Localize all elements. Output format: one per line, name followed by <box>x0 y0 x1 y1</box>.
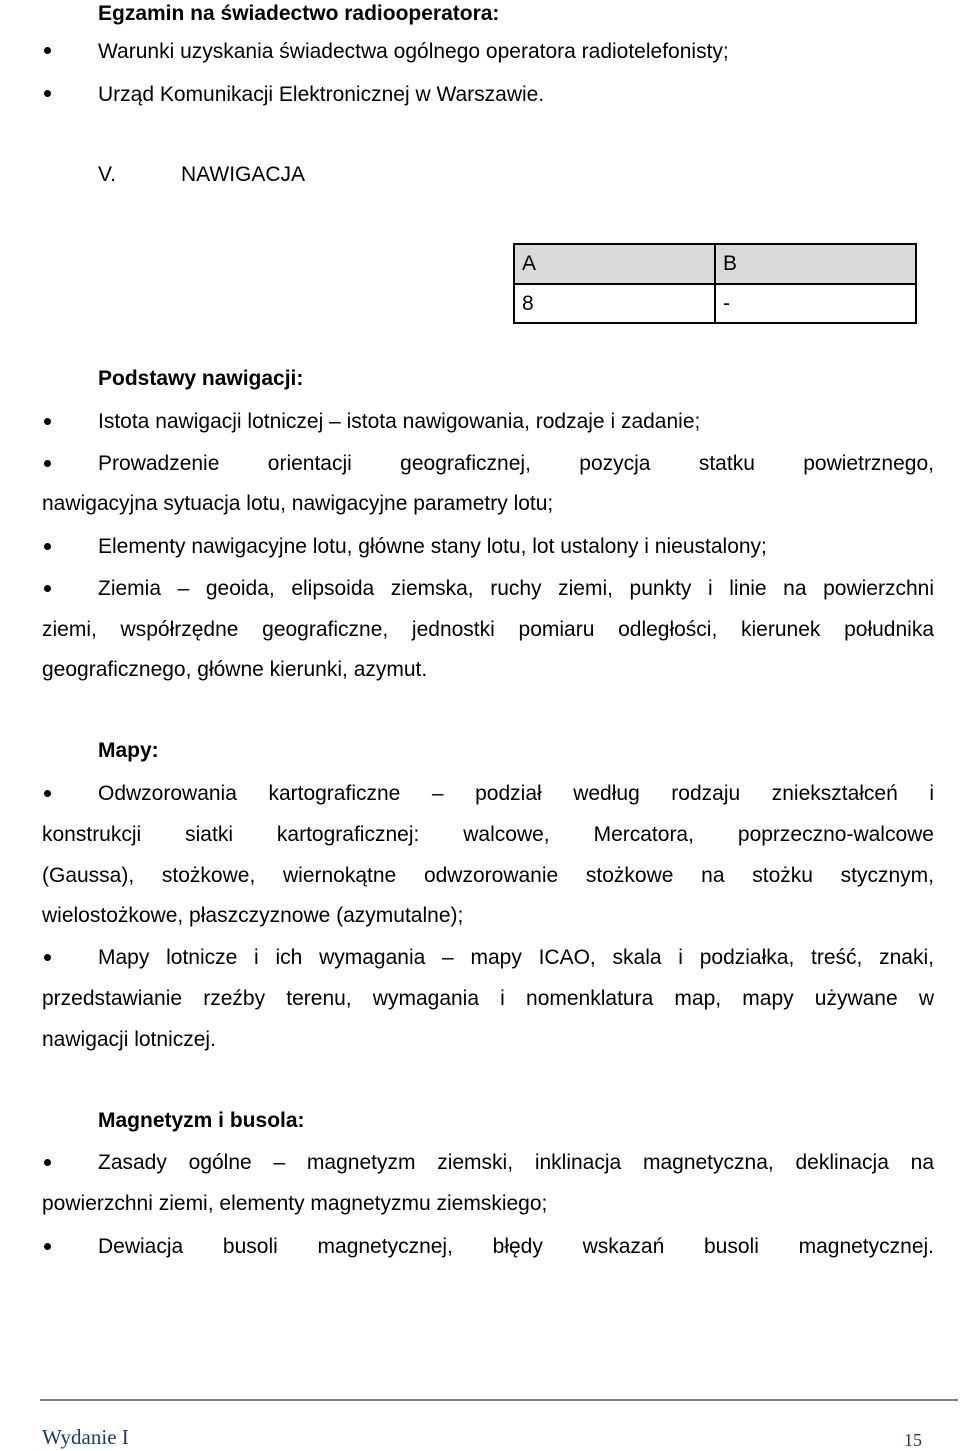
list-item-line: przedstawianie rzeźby terenu, wymagania i nomenklatura map, mapy używane w <box>42 987 934 1010</box>
exam-heading: Egzamin na świadectwo radiooperatora: <box>98 2 500 25</box>
bullet-icon <box>44 1243 51 1250</box>
bullet-icon <box>44 460 51 467</box>
list-item-line: nawigacyjna sytuacja lotu, nawigacyjne parametry lotu; <box>42 492 554 515</box>
ab-table <box>513 243 917 324</box>
bullet-icon <box>44 543 51 550</box>
bullet-icon <box>44 790 51 797</box>
footer-edition: Wydanie I <box>42 1425 129 1449</box>
footer-divider <box>40 1399 958 1401</box>
subsection-heading-magnetyzm: Magnetyzm i busola: <box>98 1109 305 1132</box>
list-item-line: Prowadzenie orientacji geograficznej, pozycja statku powietrznego, <box>98 452 934 475</box>
bullet-icon <box>44 47 51 54</box>
list-item-line: nawigacji lotniczej. <box>42 1028 216 1051</box>
section-number: V. <box>98 163 116 186</box>
list-item-line: Dewiacja busoli magnetycznej, błędy wskazań busoli magnetycznej. <box>98 1235 934 1258</box>
list-item-line: powierzchni ziemi, elementy magnetyzmu ziemskiego; <box>42 1192 548 1215</box>
list-item: Warunki uzyskania świadectwa ogólnego operatora radiotelefonisty; <box>98 40 729 63</box>
bullet-icon <box>44 1159 51 1166</box>
list-item-line: Odwzorowania kartograficzne – podział według rodzaju zniekształceń i <box>98 782 934 805</box>
list-item-line: wielostożkowe, płaszczyznowe (azymutalne); <box>42 904 464 927</box>
list-item-line: geograficznego, główne kierunki, azymut. <box>42 658 428 681</box>
table-header-a: A <box>514 244 715 284</box>
bullet-icon <box>44 90 51 97</box>
bullet-icon <box>44 954 51 961</box>
list-item-line: Zasady ogólne – magnetyzm ziemski, inklinacja magnetyczna, deklinacja na <box>98 1151 934 1174</box>
list-item-line: Elementy nawigacyjne lotu, główne stany lotu, lot ustalony i nieustalony; <box>98 535 767 558</box>
table-value-a: 8 <box>514 284 715 323</box>
list-item-line: ziemi, współrzędne geograficzne, jednostki pomiaru odległości, kierunek południka <box>42 618 934 641</box>
bullet-icon <box>44 585 51 592</box>
subsection-heading-mapy: Mapy: <box>98 739 159 762</box>
table-header-b: B <box>715 244 916 284</box>
list-item-line: konstrukcji siatki kartograficznej: walcowe, Mercatora, poprzeczno-walcowe <box>42 823 934 846</box>
list-item-line: Istota nawigacji lotniczej – istota nawigowania, rodzaje i zadanie; <box>98 410 701 433</box>
table-value-b: - <box>715 284 916 323</box>
subsection-heading-podstawy: Podstawy nawigacji: <box>98 367 304 390</box>
list-item-line: Mapy lotnicze i ich wymagania – mapy ICAO, skala i podziałka, treść, znaki, <box>98 946 934 969</box>
list-item-line: Ziemia – geoida, elipsoida ziemska, ruchy ziemi, punkty i linie na powierzchni <box>98 577 934 600</box>
bullet-icon <box>44 418 51 425</box>
list-item-line: (Gaussa), stożkowe, wiernokątne odwzorowanie stożkowe na stożku stycznym, <box>42 864 934 887</box>
section-title: NAWIGACJA <box>181 163 306 186</box>
list-item: Urząd Komunikacji Elektronicznej w Warszawie. <box>98 83 545 106</box>
page-number: 15 <box>904 1430 922 1450</box>
